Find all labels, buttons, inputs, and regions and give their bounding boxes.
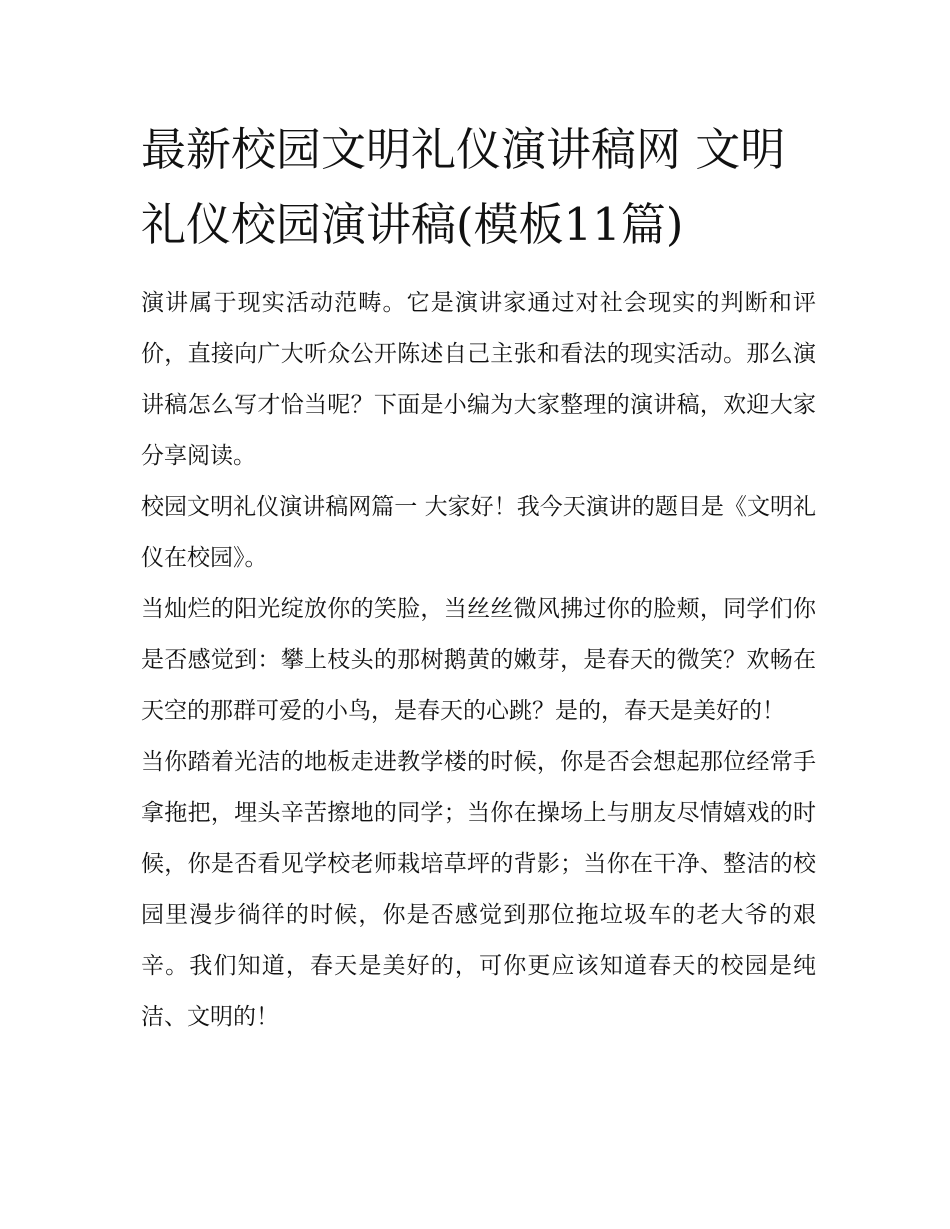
paragraph-speech-opening: 校园文明礼仪演讲稿网篇一 大家好！我今天演讲的题目是《文明礼仪在校园》。	[141, 494, 816, 571]
document-body	[141, 112, 816, 1043]
paragraph-campus: 当你踏着光洁的地板走进教学楼的时候，你是否会想起那位经常手拿拖把，埋头辛苦擦地的同学；当你在操场上与朋友尽情嬉戏的时候，你是否看见学校老师栽培草坪的背影；当你在干净、整洁的校园里漫步徜徉的时候，你是否感觉到那位拖垃圾车的老大爷的艰辛。我们知道，春天是美好的，可你更应该知道春天的校园是纯洁、文明的！	[141, 749, 816, 1030]
paragraph-intro: 演讲属于现实活动范畴。它是演讲家通过对社会现实的判断和评价，直接向广大听众公开陈述自己主张和看法的现实活动。那么演讲稿怎么写才恰当呢？下面是小编为大家整理的演讲稿，欢迎大家分享阅读。	[141, 290, 816, 469]
document-title: 最新校园文明礼仪演讲稿网 文明礼仪校园演讲稿(模板11篇)	[141, 123, 786, 251]
paragraph-spring: 当灿烂的阳光绽放你的笑脸，当丝丝微风拂过你的脸颊，同学们你是否感觉到：攀上枝头的那树鹅黄的嫩芽，是春天的微笑？欢畅在天空的那群可爱的小鸟，是春天的心跳？是的，春天是美好的！	[141, 596, 816, 724]
